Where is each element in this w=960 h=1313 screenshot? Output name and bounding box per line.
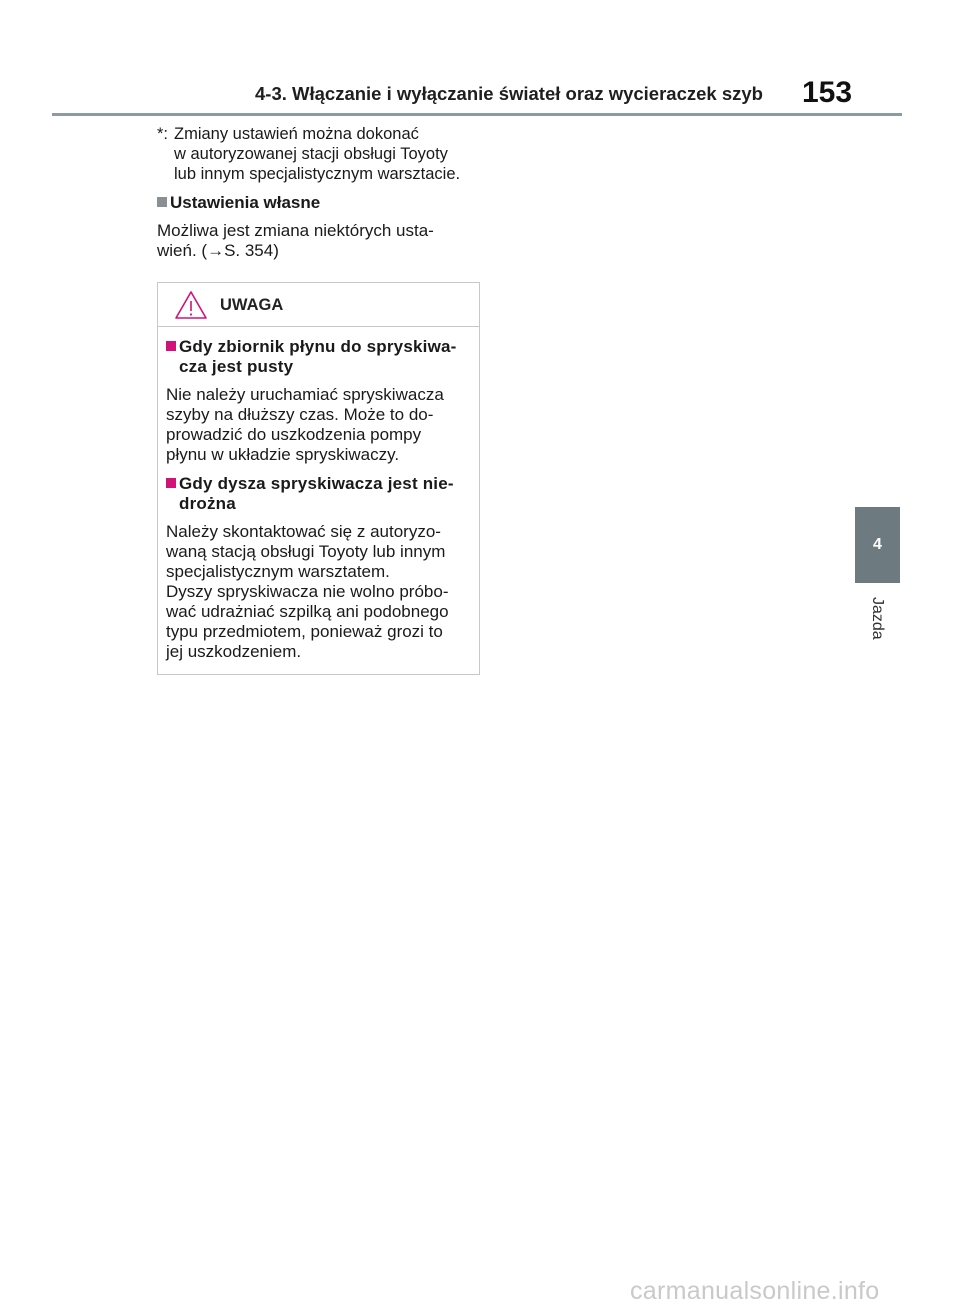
section-heading: [157, 193, 480, 213]
warning-item-heading: [166, 337, 473, 377]
section-body: [157, 221, 480, 261]
body-line: Dyszy spryskiwacza nie wolno próbo-: [166, 582, 449, 601]
footnote-line: Zmiany ustawień można dokonać: [174, 125, 419, 143]
body-line: typu przedmiotem, ponieważ grozi to: [166, 622, 443, 641]
footnote-mark: *:: [157, 125, 169, 143]
chapter-tab: 4: [855, 507, 900, 583]
chapter-label: Jazda: [869, 596, 886, 640]
footnote-line: w autoryzowanej stacji obsługi Toyoty: [174, 145, 448, 163]
section-header-title: 4-3. Włączanie i wyłączanie świateł oraz wycieraczek szyb: [255, 83, 763, 104]
body-line: Możliwa jest zmiana niektórych usta-: [157, 221, 434, 240]
body-line: prowadzić do uszkodzenia pompy: [166, 425, 422, 444]
warning-item-heading-text: [179, 474, 454, 514]
body-line: wień. (→S. 354): [157, 241, 279, 260]
heading-line: drożna: [179, 494, 236, 513]
warning-body: [158, 327, 479, 674]
main-column: [157, 124, 480, 675]
warning-item-body: [166, 385, 473, 465]
heading-line: cza jest pusty: [179, 357, 294, 376]
watermark: carmanualsonline.info: [630, 1277, 880, 1305]
footnote-text: [174, 124, 480, 184]
body-line: Nie należy uruchamiać spryskiwacza: [166, 385, 444, 404]
warning-item-body: [166, 522, 473, 662]
heading-line: Gdy dysza spryskiwacza jest nie-: [179, 474, 454, 493]
warning-header: [158, 283, 479, 327]
square-bullet-icon: [157, 197, 167, 207]
square-bullet-icon: [166, 478, 176, 488]
header-divider: [52, 113, 902, 116]
warning-triangle-icon: [174, 290, 208, 320]
body-line: szyby na dłuższy czas. Może to do-: [166, 405, 434, 424]
square-bullet-icon: [166, 341, 176, 351]
footnote: [157, 124, 480, 184]
body-line: wać udrażniać szpilką ani podobnego: [166, 602, 449, 621]
heading-line-wrap: [179, 357, 457, 377]
body-line: jej uszkodzeniem.: [166, 642, 302, 661]
warning-box: [157, 282, 480, 675]
body-line: specjalistycznym warsztatem.: [166, 562, 390, 581]
footnote-line: lub innym specjalistycznym warsztacie.: [174, 165, 461, 183]
section-heading-text: Ustawienia własne: [170, 193, 321, 212]
body-line: płynu w układzie spryskiwaczy.: [166, 445, 400, 464]
warning-item-heading: [166, 474, 473, 514]
page-number: 153: [802, 76, 853, 109]
body-line: Należy skontaktować się z autoryzo-: [166, 522, 441, 541]
warning-item-heading-text: [179, 337, 457, 377]
heading-line: Gdy zbiornik płynu do spryskiwa-: [179, 337, 457, 356]
body-line: waną stacją obsługi Toyoty lub innym: [166, 542, 446, 561]
warning-label: UWAGA: [220, 295, 284, 314]
